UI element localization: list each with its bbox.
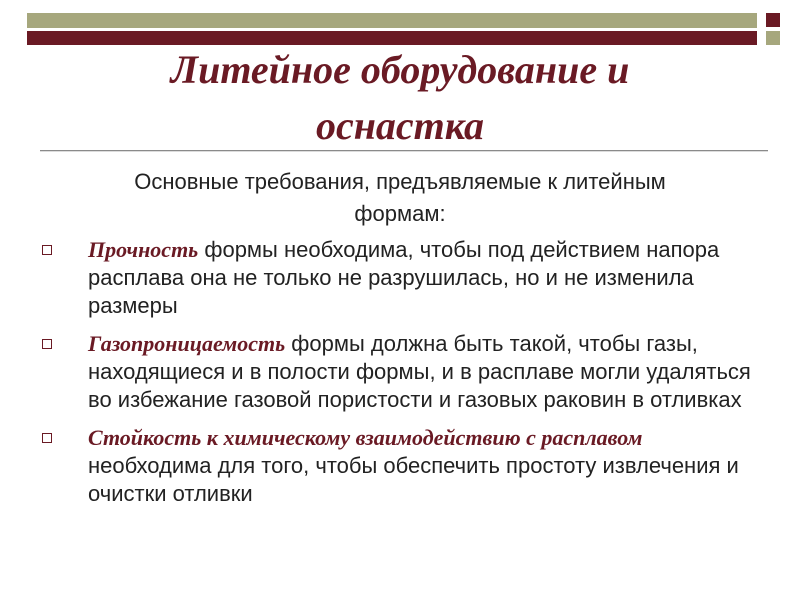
slide-title (20, 42, 780, 154)
bullet-term: Стойкость к химическому взаимодействию с расплавом (88, 425, 643, 450)
list-item (40, 236, 760, 320)
hollow-square-bullet-icon (42, 433, 52, 443)
header-band-olive (27, 13, 757, 28)
title-divider (40, 150, 768, 151)
header-square-maroon (766, 13, 780, 27)
slide-title-line-2: оснастка (315, 103, 485, 148)
bullet-text: формы должна быть такой, чтобы газы, находящиеся и в полости формы, и в расплаве могли удаляться во избежание газовой пористости и газовых раковин в отливках (88, 331, 751, 412)
list-item (40, 330, 760, 414)
hollow-square-bullet-icon (42, 339, 52, 349)
intro-text (60, 166, 740, 230)
requirements-list (40, 236, 760, 518)
bullet-text: необходима для того, чтобы обеспечить простоту извлечения и очистки отливки (88, 453, 739, 506)
hollow-square-bullet-icon (42, 245, 52, 255)
bullet-text: формы необходима, чтобы под действием напора расплава она не только не разрушилась, но и не изменила размеры (88, 237, 720, 318)
bullet-term: Прочность (88, 237, 199, 262)
intro-line-1: Основные требования, предъявляемые к литейным (134, 169, 666, 194)
slide-title-line-1: Литейное оборудование и (170, 47, 630, 92)
bullet-term: Газопроницаемость (88, 331, 286, 356)
intro-line-2: формам: (354, 201, 446, 226)
list-item (40, 424, 760, 508)
